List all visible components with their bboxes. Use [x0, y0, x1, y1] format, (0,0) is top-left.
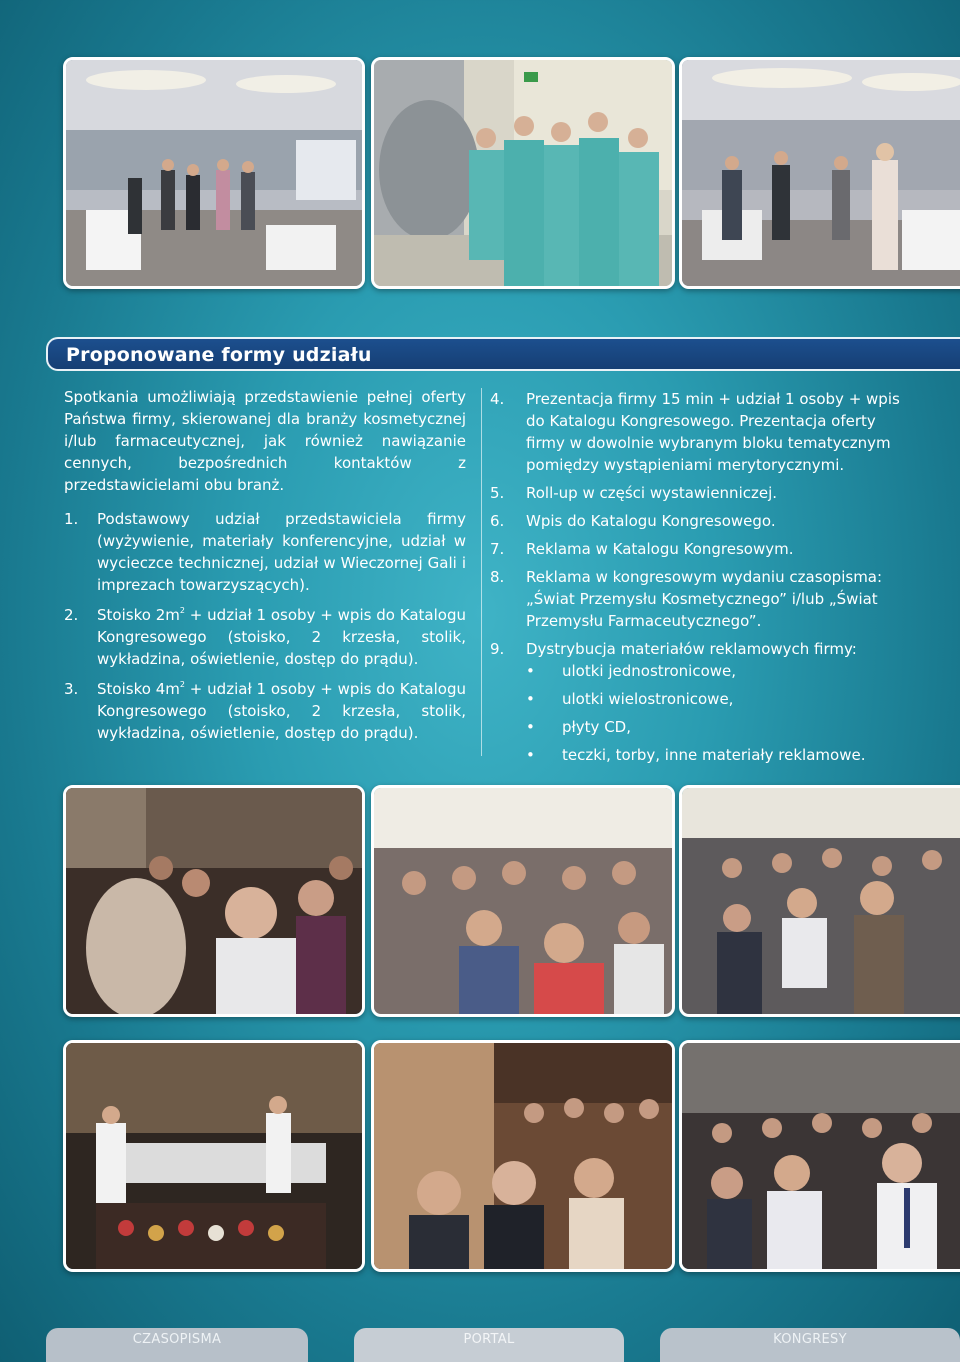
audience-photo-2	[371, 785, 675, 1017]
section-header-bar	[46, 337, 960, 371]
list-item-number: 3.	[64, 680, 79, 698]
list-item-number: 5.	[490, 484, 505, 502]
list-item-text: Prezentacja firmy 15 min + udział 1 osoby + wpis do Katalogu Kongresowego. Prezentacja oferty firmy w dowolnie wybranym bloku tematycznym pomiędzy wystąpieniami merytorycznymi.	[526, 390, 900, 474]
list-item-text	[97, 680, 466, 742]
list-item-text: Podstawowy udział przedstawiciela firmy (wyżywienie, materiały konferencyjne, udział w wycieczce technicznej, udział w Wieczornej Gali i imprezach towarzyszących).	[97, 510, 466, 594]
audience-photo-5	[679, 1040, 960, 1272]
superscript: 2	[179, 680, 185, 689]
left-column	[64, 386, 466, 752]
audience-photo-3	[679, 785, 960, 1017]
bullet-item: • ulotki wielostronicowe,	[526, 688, 910, 710]
participation-list-right	[490, 388, 910, 766]
list-item	[490, 566, 910, 632]
audience-photo-4	[371, 1040, 675, 1272]
list-item-text: Reklama w kongresowym wydaniu czasopisma: „Świat Przemysłu Kosmetycznego” i/lub „Świat Przemysłu Farmaceutycznego”.	[526, 568, 883, 630]
list-item	[490, 482, 910, 504]
bullet-item: • ulotki jednostronicowe,	[526, 660, 910, 682]
list-item	[490, 510, 910, 532]
list-item-text-pre: Stoisko 2m	[97, 606, 180, 624]
bullet-item: • płyty CD,	[526, 716, 910, 738]
list-item	[490, 388, 910, 476]
footer-tab-portal[interactable]: PORTAL	[354, 1328, 624, 1362]
exhibition-visitors-photo	[679, 57, 960, 289]
footer-tab-czasopisma[interactable]: CZASOPISMA	[46, 1328, 308, 1362]
right-column	[490, 386, 910, 772]
bullet-item: • teczki, torby, inne materiały reklamowe.	[526, 744, 910, 766]
footer-tab-kongresy[interactable]: KONGRESY	[660, 1328, 960, 1362]
intro-paragraph: Spotkania umożliwiają przedstawienie pełnej oferty Państwa firmy, skierowanej dla branży kosmetycznej i/lub farmaceutycznej, jak również nawiązanie cennych, bezpośrednich kontaktów z przedstawicielami obu branż.	[64, 388, 466, 494]
column-divider	[481, 388, 482, 756]
list-item-text: Wpis do Katalogu Kongresowego.	[526, 512, 776, 530]
list-item-number: 1.	[64, 510, 79, 528]
list-item-text: Roll-up w części wystawienniczej.	[526, 484, 778, 502]
exhibition-hall-photo	[63, 57, 365, 289]
list-item-text-post: + udział 1 osoby + wpis do Katalogu Kongresowego (stoisko, 2 krzesła, stolik, wykładzina, oświetlenie, dostęp do prądu).	[97, 606, 466, 668]
list-item-number: 9.	[490, 640, 505, 658]
list-item-text-post: + udział 1 osoby + wpis do Katalogu Kongresowego (stoisko, 2 krzesła, stolik, wykładzina, oświetlenie, dostęp do prądu).	[97, 680, 466, 742]
list-item-text: Reklama w Katalogu Kongresowym.	[526, 540, 794, 558]
list-item-text	[97, 606, 466, 668]
audience-photo-1	[63, 785, 365, 1017]
superscript: 2	[179, 606, 185, 615]
list-item-text-pre: Stoisko 4m	[97, 680, 180, 698]
list-item-number: 2.	[64, 606, 79, 624]
materials-bullet-list	[526, 660, 910, 766]
list-item-number: 8.	[490, 568, 505, 586]
participation-list-left	[64, 508, 466, 744]
list-item-number: 7.	[490, 540, 505, 558]
list-item	[64, 508, 466, 596]
list-item-number: 6.	[490, 512, 505, 530]
list-item	[490, 638, 910, 766]
list-item-number: 4.	[490, 390, 505, 408]
technical-tour-photo	[371, 57, 675, 289]
list-item	[64, 678, 466, 744]
list-item-text: Dystrybucja materiałów reklamowych firmy:	[526, 640, 857, 658]
list-item	[64, 604, 466, 670]
list-item	[490, 538, 910, 560]
section-title: Proponowane formy udziału	[66, 344, 372, 366]
catering-buffet-photo	[63, 1040, 365, 1272]
